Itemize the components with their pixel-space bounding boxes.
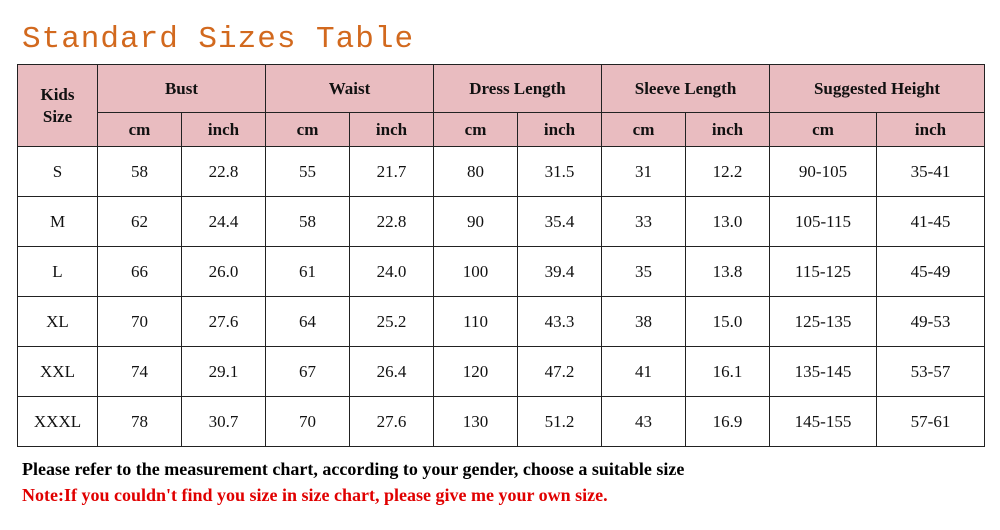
size-cell: S <box>18 147 98 197</box>
table-row <box>18 147 985 197</box>
unit-header: inch <box>350 113 434 147</box>
table-cell: 15.0 <box>686 297 770 347</box>
table-cell: 45-49 <box>877 247 985 297</box>
unit-header: inch <box>877 113 985 147</box>
table-cell: 78 <box>98 397 182 447</box>
table-cell: 70 <box>266 397 350 447</box>
group-header-sleeve-length: Sleeve Length <box>602 65 770 113</box>
table-cell: 31.5 <box>518 147 602 197</box>
table-cell: 39.4 <box>518 247 602 297</box>
table-cell: 62 <box>98 197 182 247</box>
table-cell: 22.8 <box>350 197 434 247</box>
unit-header: cm <box>434 113 518 147</box>
table-cell: 125-135 <box>770 297 877 347</box>
table-cell: 31 <box>602 147 686 197</box>
table-cell: 30.7 <box>182 397 266 447</box>
table-row <box>18 247 985 297</box>
size-cell: M <box>18 197 98 247</box>
table-cell: 16.9 <box>686 397 770 447</box>
table-cell: 41-45 <box>877 197 985 247</box>
table-cell: 53-57 <box>877 347 985 397</box>
kids-size-header-line2: Size <box>42 106 73 126</box>
table-cell: 100 <box>434 247 518 297</box>
table-cell: 13.0 <box>686 197 770 247</box>
table-cell: 16.1 <box>686 347 770 397</box>
unit-header: cm <box>266 113 350 147</box>
group-header-suggested-height: Suggested Height <box>770 65 985 113</box>
table-cell: 29.1 <box>182 347 266 397</box>
unit-header: inch <box>686 113 770 147</box>
table-cell: 24.4 <box>182 197 266 247</box>
table-cell: 24.0 <box>350 247 434 297</box>
table-cell: 74 <box>98 347 182 397</box>
table-row <box>18 297 985 347</box>
table-cell: 90 <box>434 197 518 247</box>
page-title: Standard Sizes Table <box>22 22 415 57</box>
table-cell: 43.3 <box>518 297 602 347</box>
table-cell: 70 <box>98 297 182 347</box>
table-cell: 27.6 <box>182 297 266 347</box>
size-cell: XXXL <box>18 397 98 447</box>
table-cell: 27.6 <box>350 397 434 447</box>
table-cell: 57-61 <box>877 397 985 447</box>
table-cell: 67 <box>266 347 350 397</box>
table-cell: 12.2 <box>686 147 770 197</box>
unit-header-row <box>18 113 985 147</box>
table-cell: 35-41 <box>877 147 985 197</box>
table-cell: 41 <box>602 347 686 397</box>
table-row <box>18 397 985 447</box>
measurement-note: Please refer to the measurement chart, according to your gender, choose a suitable size <box>22 459 685 479</box>
table-cell: 33 <box>602 197 686 247</box>
table-cell: 26.4 <box>350 347 434 397</box>
table-cell: 58 <box>98 147 182 197</box>
table-cell: 120 <box>434 347 518 397</box>
table-cell: 90-105 <box>770 147 877 197</box>
unit-header: cm <box>602 113 686 147</box>
group-header-waist: Waist <box>266 65 434 113</box>
size-warning-note: Note:If you couldn't find you size in size chart, please give me your own size. <box>22 485 608 505</box>
table-cell: 58 <box>266 197 350 247</box>
table-cell: 110 <box>434 297 518 347</box>
table-cell: 105-115 <box>770 197 877 247</box>
size-table <box>17 64 985 447</box>
unit-header: cm <box>98 113 182 147</box>
table-row <box>18 347 985 397</box>
table-cell: 64 <box>266 297 350 347</box>
table-cell: 135-145 <box>770 347 877 397</box>
group-header-dress-length: Dress Length <box>434 65 602 113</box>
table-cell: 55 <box>266 147 350 197</box>
table-cell: 51.2 <box>518 397 602 447</box>
kids-size-header <box>18 65 98 147</box>
unit-header: inch <box>182 113 266 147</box>
table-row <box>18 197 985 247</box>
table-cell: 130 <box>434 397 518 447</box>
table-cell: 43 <box>602 397 686 447</box>
size-cell: XL <box>18 297 98 347</box>
table-cell: 80 <box>434 147 518 197</box>
table-cell: 35 <box>602 247 686 297</box>
size-cell: L <box>18 247 98 297</box>
table-cell: 25.2 <box>350 297 434 347</box>
table-cell: 61 <box>266 247 350 297</box>
table-cell: 145-155 <box>770 397 877 447</box>
table-cell: 38 <box>602 297 686 347</box>
unit-header: inch <box>518 113 602 147</box>
table-cell: 21.7 <box>350 147 434 197</box>
size-cell: XXL <box>18 347 98 397</box>
table-cell: 47.2 <box>518 347 602 397</box>
group-header-bust: Bust <box>98 65 266 113</box>
table-cell: 22.8 <box>182 147 266 197</box>
group-header-row <box>18 65 985 113</box>
table-cell: 115-125 <box>770 247 877 297</box>
unit-header: cm <box>770 113 877 147</box>
table-cell: 49-53 <box>877 297 985 347</box>
kids-size-header-line1: Kids <box>40 84 75 104</box>
table-cell: 66 <box>98 247 182 297</box>
table-cell: 35.4 <box>518 197 602 247</box>
table-cell: 26.0 <box>182 247 266 297</box>
table-cell: 13.8 <box>686 247 770 297</box>
